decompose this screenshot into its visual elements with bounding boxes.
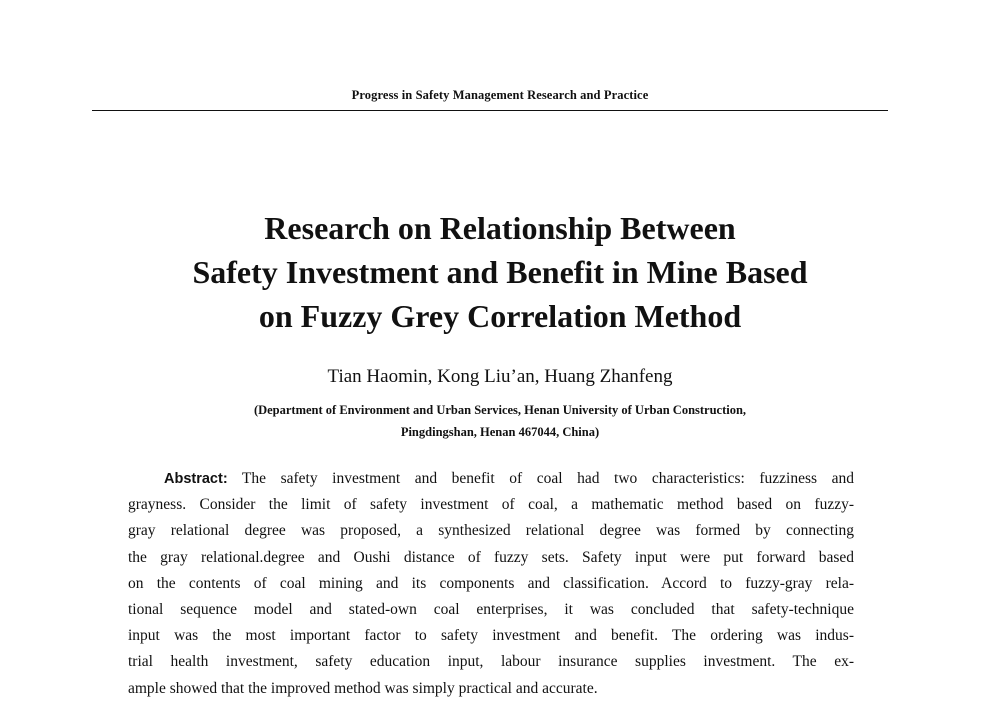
abstract-line: grayness. Consider the limit of safety investment of coal, a mathematic method based on fuzzy- <box>128 496 854 514</box>
author-list: Tian Haomin, Kong Liu’an, Huang Zhanfeng <box>327 366 673 387</box>
header-rule <box>92 110 888 111</box>
abstract-line: input was the most important factor to safety investment and benefit. The ordering was indus- <box>128 627 854 645</box>
abstract-label: Abstract: <box>164 471 228 487</box>
affiliation-line: (Department of Environment and Urban Services, Henan University of Urban Construction, <box>253 403 747 417</box>
affiliation-line: Pingdingshan, Henan 467044, China) <box>400 425 600 439</box>
abstract-line <box>128 466 854 492</box>
title-line: Research on Relationship Between <box>264 210 736 246</box>
abstract-text: The safety investment and benefit of coal had two characteristics: fuzziness and <box>227 470 854 487</box>
abstract-line: tional sequence model and stated-own coal enterprises, it was concluded that safety-technique <box>128 601 854 619</box>
abstract <box>128 466 854 702</box>
abstract-line: ample showed that the improved method was simply practical and accurate. <box>128 679 598 697</box>
affiliation <box>0 399 1000 443</box>
running-header: Progress in Safety Management Research and Practice <box>351 88 649 102</box>
abstract-line: gray relational degree was proposed, a synthesized relational degree was formed by connecting <box>128 522 854 540</box>
title-line: on Fuzzy Grey Correlation Method <box>258 298 742 334</box>
paper-title <box>0 206 1000 338</box>
abstract-line: the gray relational.degree and Oushi distance of fuzzy sets. Safety input were put forward based <box>128 548 854 566</box>
abstract-line: trial health investment, safety education input, labour insurance supplies investment. The ex- <box>128 653 854 671</box>
abstract-line: on the contents of coal mining and its components and classification. Accord to fuzzy-gray rela- <box>128 574 854 592</box>
title-line: Safety Investment and Benefit in Mine Based <box>192 254 808 290</box>
